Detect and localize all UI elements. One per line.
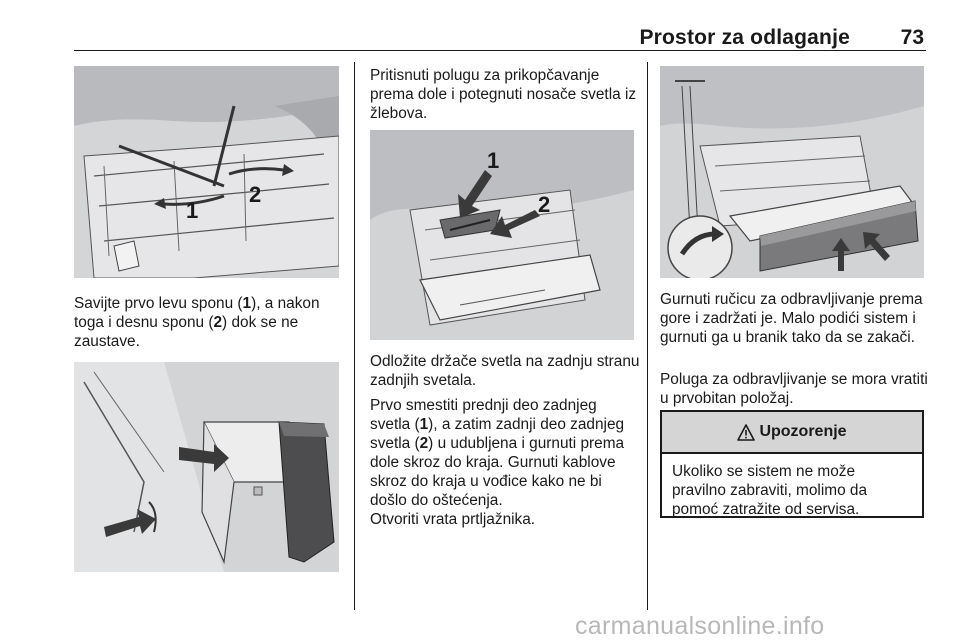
- col2-paragraph-3: Prvo smestiti prednji deo zadnjeg svetla (1), a zatim zadnji deo zadnjeg svetla (2) u udubljena i gurnuti prema dole skroz do kraja. Gurnuti kablove skroz do kraja u vođice kako ne bi došlo do oštećenja.: [370, 397, 625, 509]
- warning-body: Ukoliko se sistem ne može pravilno zabraviti, molimo da pomoć zatražite od servisa.: [672, 463, 868, 518]
- col2-paragraph-4: Otvoriti vrata prtljažnika.: [370, 511, 536, 528]
- column-divider-right: [647, 62, 648, 610]
- header-rule: [74, 50, 926, 51]
- col2-paragraph-1: Pritisnuti polugu za prikopčavanje prema dole i potegnuti nosače svetla iz žlebova.: [370, 67, 637, 122]
- col3-paragraph-2: Poluga za odbravljivanje se mora vratiti u prvobitan položaj.: [660, 371, 928, 407]
- page-number: 73: [900, 26, 924, 49]
- figure-light-holder: [74, 362, 339, 572]
- watermark: carmanualsonline.info: [575, 612, 825, 640]
- callout-2: 2: [249, 182, 262, 207]
- figure-bumper-insert: [660, 66, 924, 278]
- col3-paragraph-1: Gurnuti ručicu za odbravljivanje prema gore i zadržati je. Malo podići sistem i gurnuti ga u branik tako da se zakači.: [660, 291, 923, 346]
- light-holder-illustration: [74, 362, 339, 572]
- bracket-fold-illustration: [74, 66, 339, 278]
- warning-box: [660, 410, 924, 518]
- figure-bracket-fold: [74, 66, 339, 278]
- header-title: Prostor za odlaganje: [639, 26, 850, 49]
- warning-title: Upozorenje: [759, 423, 847, 440]
- lever-press-illustration: [370, 130, 634, 340]
- col1-paragraph-1: Savijte prvo levu sponu (1), a nakon toga i desnu sponu (2) dok se ne zaustave.: [74, 295, 320, 350]
- callout-1: 1: [487, 148, 500, 173]
- figure-lever-press: [370, 130, 634, 340]
- bumper-insert-illustration: [660, 66, 924, 278]
- callout-2: 2: [538, 192, 551, 217]
- warning-header: [662, 412, 922, 454]
- callout-1: 1: [186, 198, 199, 223]
- column-divider-left: [354, 62, 355, 610]
- col2-paragraph-2: Odložite držače svetla na zadnju stranu zadnjih svetala.: [370, 353, 640, 389]
- warning-triangle-icon: [737, 424, 755, 441]
